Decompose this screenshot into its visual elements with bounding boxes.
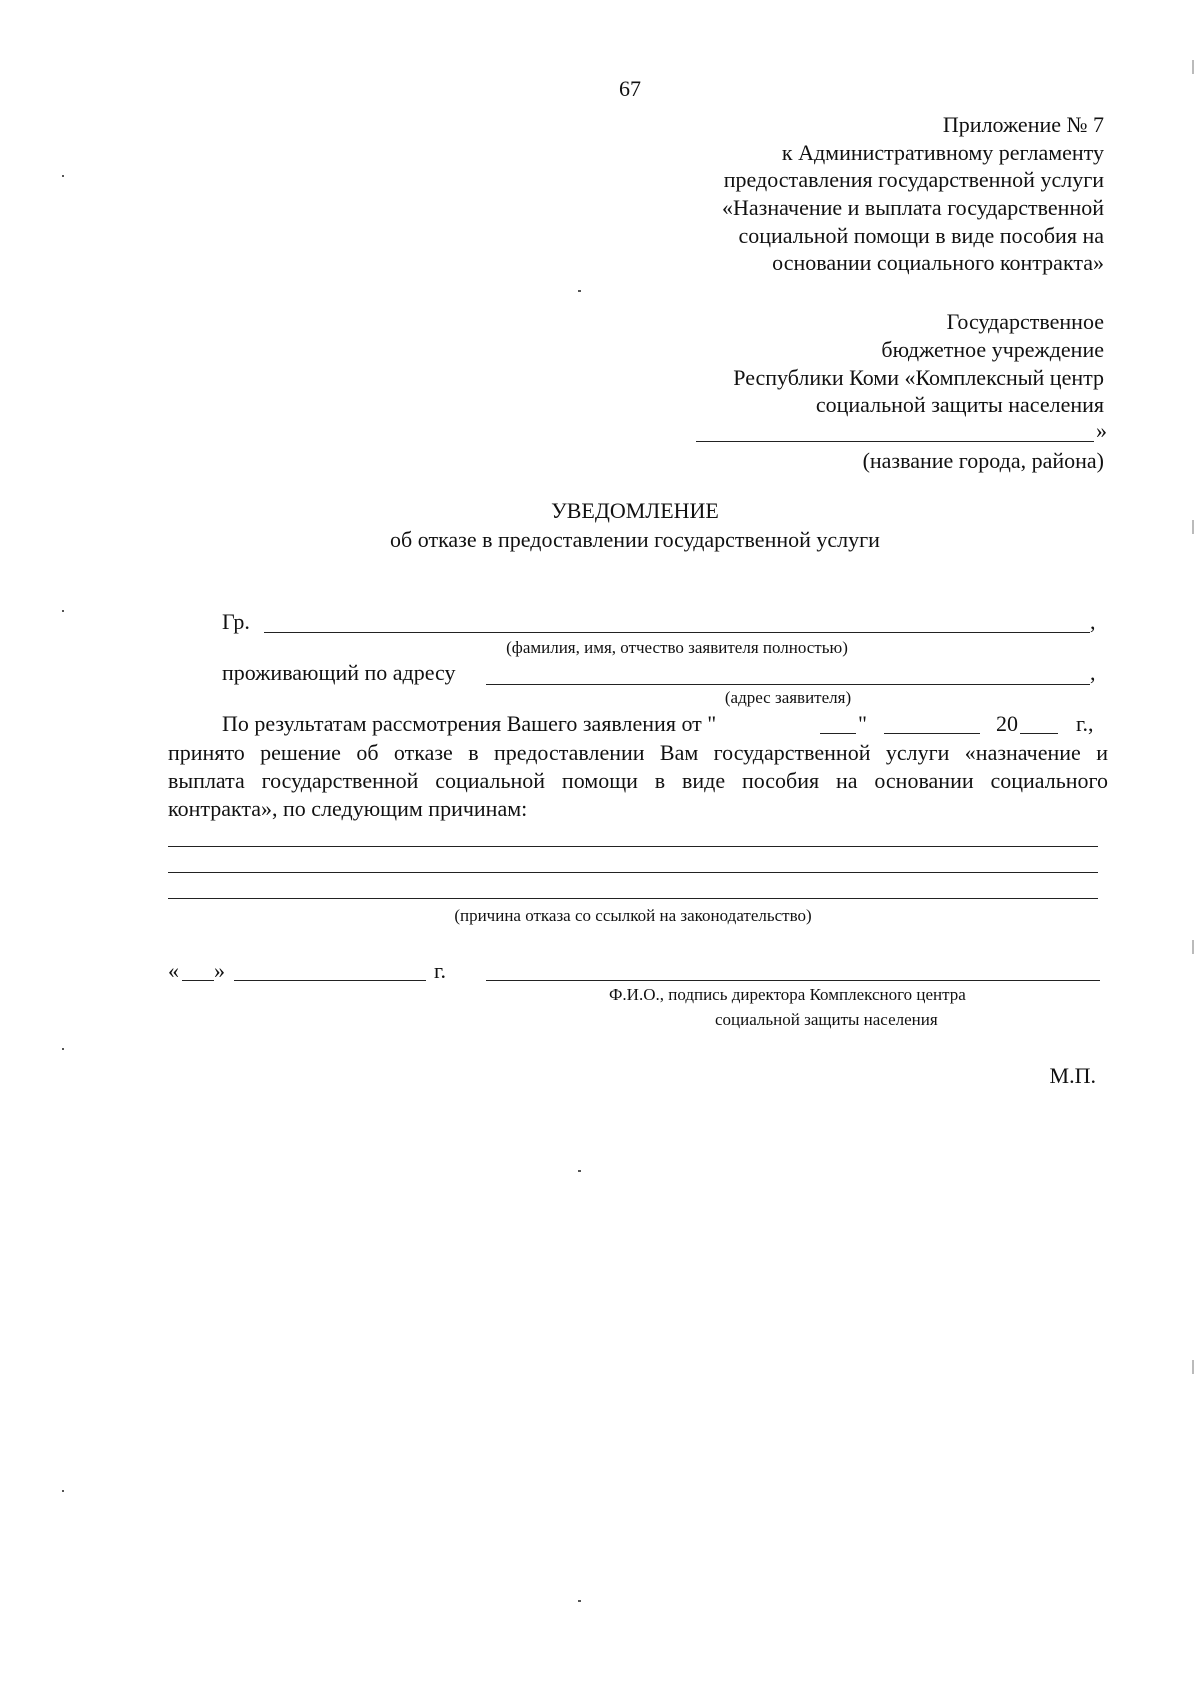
scan-speck (62, 175, 64, 177)
signature-month-blank (234, 980, 426, 981)
scan-speck (578, 290, 581, 292)
day-blank (820, 733, 856, 734)
scan-edge-mark (1192, 60, 1194, 74)
citizen-label: Гр. (222, 609, 250, 634)
scan-speck (578, 1600, 581, 1602)
address-caption: (адрес заявителя) (724, 688, 852, 707)
annex-line: предоставления государственной услуги (723, 167, 1104, 192)
reason-blank-line (168, 846, 1098, 847)
address-label: проживающий по адресу (222, 660, 456, 685)
month-blank (884, 733, 980, 734)
director-signature-blank (486, 980, 1100, 981)
scan-speck (62, 1490, 64, 1492)
addressee-line: бюджетное учреждение (881, 337, 1104, 362)
body-line-1-year-prefix: 20 (996, 711, 1018, 736)
scan-edge-mark (1192, 1360, 1194, 1374)
scan-speck (578, 1170, 581, 1172)
citizen-line-end: , (1090, 609, 1096, 634)
annex-line: Приложение № 7 (942, 112, 1104, 137)
addressee-line: социальной защиты населения (815, 392, 1104, 417)
city-blank-line (696, 441, 1094, 442)
scan-speck (62, 1048, 64, 1050)
body-line-1-part-d: г., (1076, 711, 1094, 736)
citizen-name-blank (264, 632, 1090, 633)
document-title: УВЕДОМЛЕНИЕ (551, 498, 719, 523)
date-year-suffix: г. (434, 958, 447, 983)
city-caption: (название города, района) (862, 448, 1104, 473)
reason-blank-line (168, 872, 1098, 873)
scan-speck (62, 610, 64, 612)
signature-caption-line-1: Ф.И.О., подпись директора Комплексного центра (609, 985, 966, 1004)
addressee-line: Государственное (946, 309, 1104, 334)
body-line-4: контракта», по следующим причинам: (168, 796, 528, 821)
stamp-place: М.П. (1049, 1063, 1096, 1088)
addressee-close-quote: » (1096, 418, 1107, 443)
address-line-end: , (1090, 660, 1096, 685)
addressee-line: Республики Коми «Комплексный центр (733, 365, 1104, 390)
annex-line: социальной помощи в виде пособия на (738, 223, 1104, 248)
citizen-caption: (фамилия, имя, отчество заявителя полностью) (506, 638, 848, 657)
year-blank (1020, 733, 1058, 734)
body-line-2: принято решение об отказе в предоставлении Вам государственной услуги «назначение и (168, 740, 1108, 765)
signature-day-blank (182, 980, 214, 981)
date-close-quote: » (214, 958, 225, 983)
annex-line: основании социального контракта» (772, 250, 1104, 275)
annex-line: к Административному регламенту (781, 140, 1104, 165)
address-blank (486, 684, 1090, 685)
body-line-3: выплата государственной социальной помощи в виде пособия на основании социального (168, 768, 1108, 793)
reason-blank-line (168, 898, 1098, 899)
signature-caption-line-2: социальной защиты населения (715, 1010, 938, 1029)
reasons-caption: (причина отказа со ссылкой на законодательство) (454, 906, 812, 925)
scan-edge-mark (1192, 940, 1194, 954)
date-open-quote: « (168, 958, 179, 983)
body-line-1-part-b: " (858, 711, 867, 736)
body-line-1-part-a: По результатам рассмотрения Вашего заявления от " (222, 711, 717, 736)
annex-line: «Назначение и выплата государственной (722, 195, 1104, 220)
document-subtitle: об отказе в предоставлении государственной услуги (390, 527, 880, 552)
page-number: 67 (619, 76, 641, 101)
